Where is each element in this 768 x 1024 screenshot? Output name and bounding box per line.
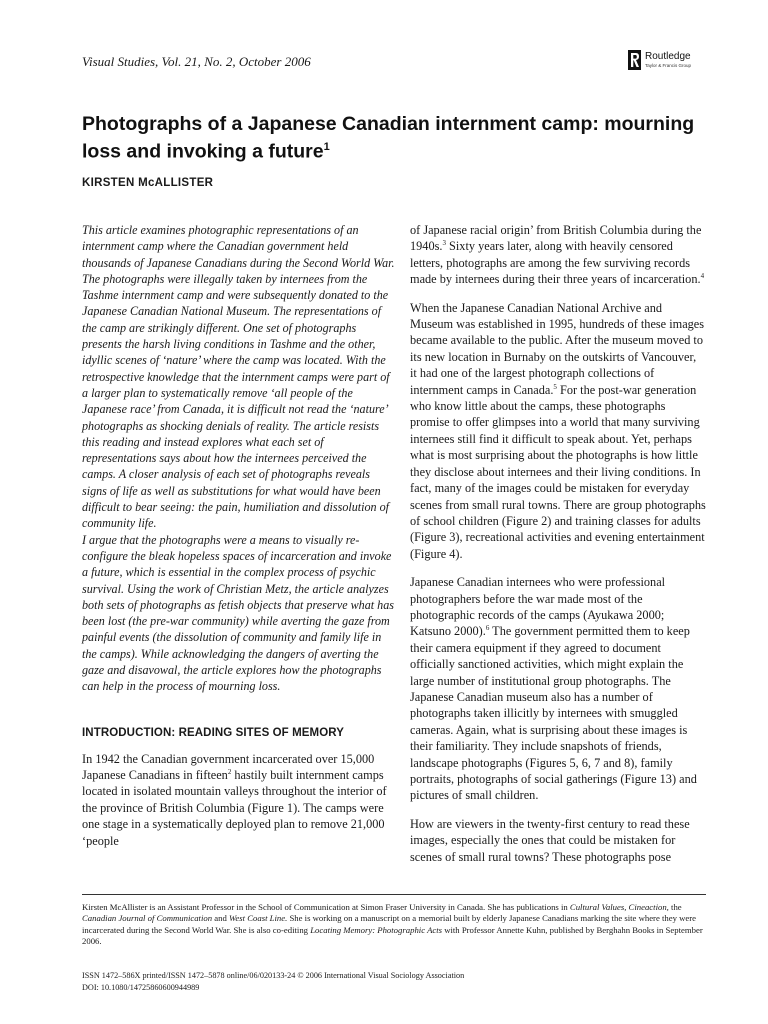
abstract-paragraph: I argue that the photographs were a means to visually re-configure the bleak hopeless spaces of incarceration and invoke a future, which is essential in the complex process of psychic survival. Using the work of Christian Metz, the article analyzes both sets of photographs as fetish objects that preserve what has been lost (the pre-war community) while averting the gaze from painful events (the dissolution of community and family life in the camps). While acknowledging the dangers of averting the gaze and disavowal, the article explores how the photographs can help in the process of mourning loss. [82,532,394,694]
publisher-logo [628,50,728,72]
publisher-name: Routledge [645,51,691,62]
left-column [82,222,396,861]
body-paragraph: When the Japanese Canadian National Archive and Museum was established in 1995, hundreds of these images became available to the public. After the museum moved to its new location in Burnaby on the outskirts of Vancouver, it had one of the largest photograph collections of internment camps in Canada.$^5$ For the post-war generation who know little about the camps, these photographs promise to offer glimpses into a world that many surviving internees still find it difficult to speak about. Yet, perhaps what is most surprising about the photographs is how little they disclose about internees and their living conditions. In fact, many of the images could be mistaken for everyday scenes from small rural towns. There are group photographs of school children (Figure 2) and training classes for adults (Figure 3), recreational activities and evening entertainment (Figure 4). [410,300,706,561]
routledge-logo-icon [628,50,641,70]
abstract-paragraph: This article examines photographic representations of an internment camp where the Canadian government held thousands of Japanese Canadians during the Second World War. The photographs were illegally taken by internees from the Tashme internment camp and were subsequently donated to the Japanese Canadian National Museum. The representations of the camp are strikingly different. One set of photographs presents the harsh living conditions in Tashme and the other, idyllic scenes of ‘nature’ where the camp was located. With the retrospective knowledge that the internment camps were part of a larger plan to systematically remove ‘all people of the Japanese race’ from Canada, it is difficult not read the ‘nature’ photographs as shocking denials of reality. The article resists this reading and instead explores what each set of representations says about how the internees perceived the camps. A closer analysis of each set of photographs reveals signs of life as well as substitutions for what would have been difficult to bear seeing: the pain, humiliation and dissolution of community life. [82,223,395,531]
article-title [82,113,702,164]
title-text: Photographs of a Japanese Canadian internment camp: mourning loss and invoking a future [82,113,695,163]
publisher-group: Taylor & Francis Group [645,63,692,68]
article-author: KIRSTEN McALLISTER [82,177,214,189]
body-paragraph: In 1942 the Canadian government incarcerated over 15,000 Japanese Canadians in fifteen$^2$ hastily built internment camps located in isolated mountain valleys throughout the interior of the province of British Columbia (Figure 1). The camps were one stage in a systematically deployed plan to remove 21,000 ‘people [82,751,387,848]
author-bio: Kirsten McAllister is an Assistant Professor in the School of Communication at Simon Fraser University in Canada. She has publications in Cultural Values, Cineaction, the Canadian Journal of Communication and West Coast Line. She is working on a manuscript on a memorial built by elderly Japanese Canadians marking the site where they were incarcerated during the Second World War. She is also co-editing Locating Memory: Photographic Acts with Professor Annette Kuhn, published by Berghahn Books in September 2006. [82,902,703,946]
right-column [410,222,706,877]
journal-citation: Visual Studies, Vol. 21, No. 2, October 2006 [82,54,311,69]
body-paragraph: of Japanese racial origin’ from British Columbia during the 1940s.$^3$ Sixty years later, along with heavily censored letters, photographs are among the few surviving records made by internees during their three years of incarceration.$^4$ [410,223,705,287]
doi-line: DOI: 10.1080/14725860600944989 [82,983,200,992]
footnote-ref: 2 [227,767,232,776]
issn-line: ISSN 1472–586X printed/ISSN 1472–5878 online/06/020133-24 © 2006 International Visual Sociology Association [82,971,465,980]
abstract [82,222,396,695]
title-footnote-ref: 1 [323,141,330,153]
body-paragraph: How are viewers in the twenty-first century to read these images, especially the ones that could be mistaken for scenes of small rural towns? These photographs pose [410,816,690,864]
footnote-ref: 4 [700,272,705,281]
footnote-ref: 5 [553,382,557,391]
body-paragraph: Japanese Canadian internees who were professional photographers before the war made most of the photographic records of the camps (Ayukawa 2000; Katsuno 2000).$^6$ The government permitted them to keep their camera equipment if they agreed to document officially sanctioned activities, which might explain the large number of institutional group photographs. The Japanese Canadian museum also has a number of photographs taken illicitly by internees with smuggled cameras. Again, what is surprising about these images is their familiarity. They include snapshots of friends, landscape photographs (Figures 5, 6, 7 and 8), family portraits, photographs of social gatherings (Figure 13) and pictures of small children. [410,575,697,803]
footnote-ref: 6 [485,624,490,633]
section-heading: INTRODUCTION: READING SITES OF MEMORY [82,726,345,739]
footnote-divider [82,894,706,895]
footnote-ref: 3 [442,239,446,248]
